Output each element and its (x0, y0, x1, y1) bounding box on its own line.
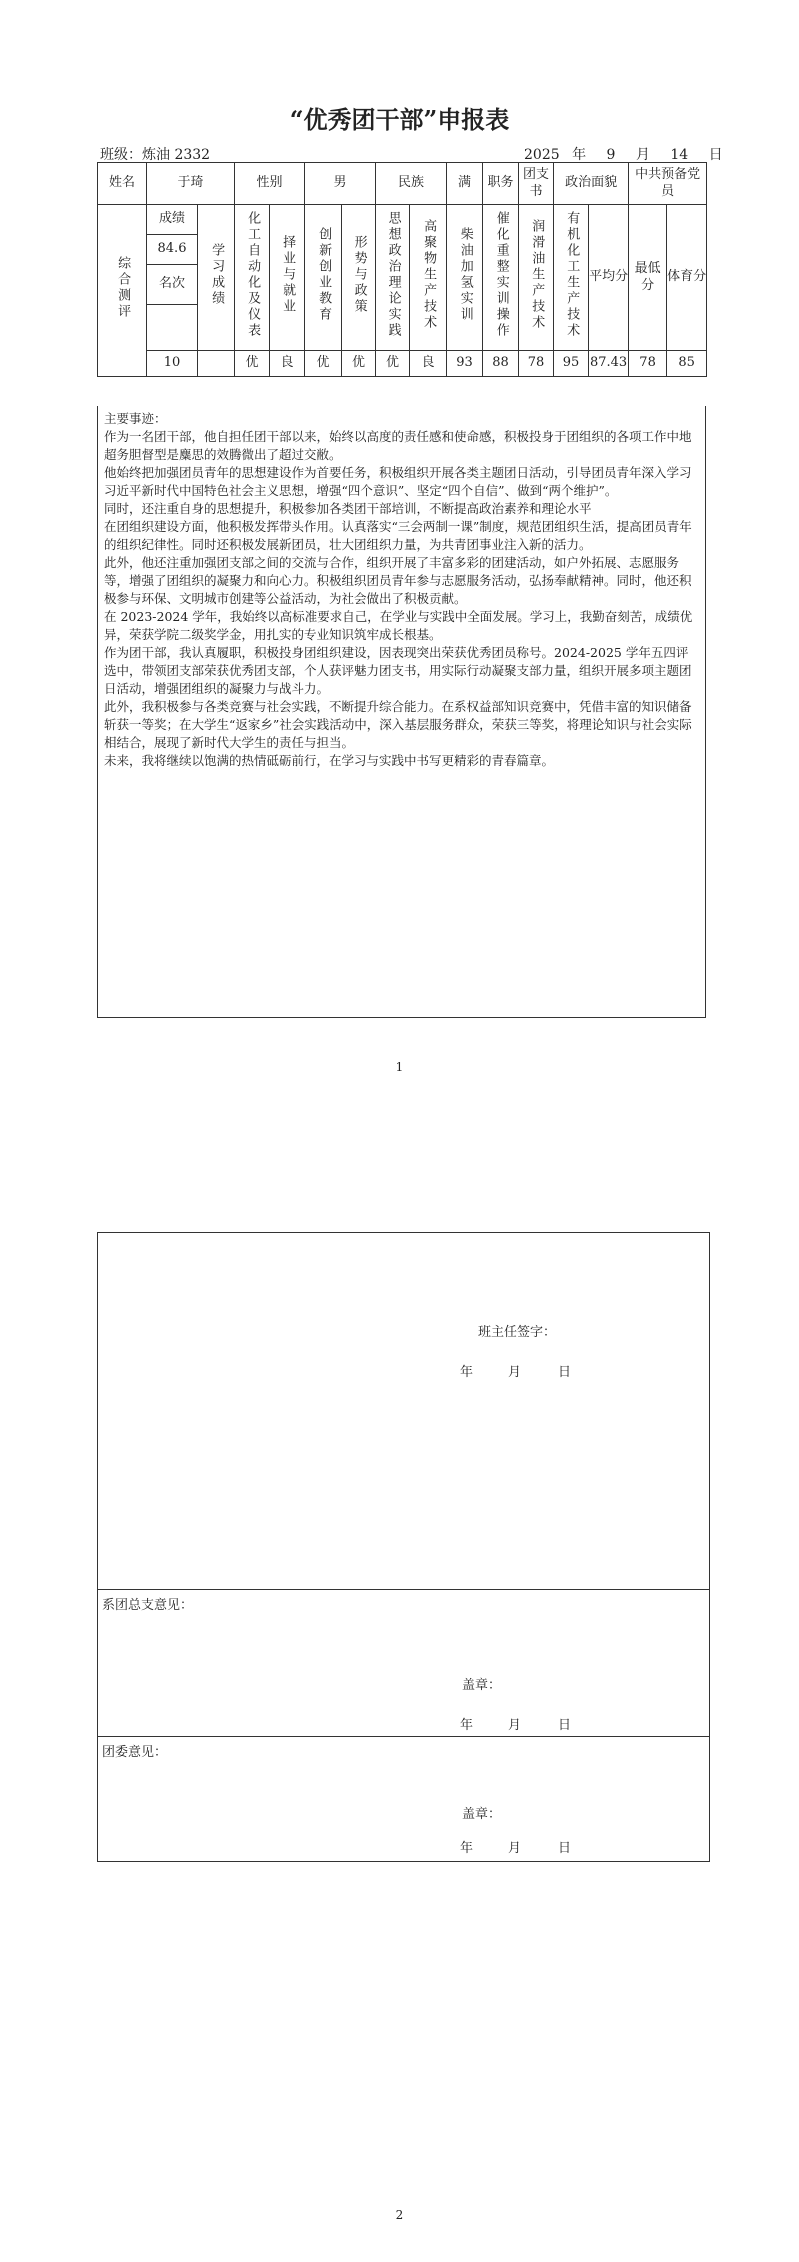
grade-cell: 优 (305, 351, 342, 377)
ethnicity-value: 满 (447, 163, 483, 205)
deeds-paragraph: 此外，我积极参与各类竞赛与社会实践，不断提升综合能力。在系权益部知识竞赛中，凭借丰富的知识储备斩获一等奖；在大学生“返家乡”社会实践活动中，深入基层服务群众，荣获三等奖，将理论知识与社会实际相结合，展现了新时代大学生的责任与担当。 (104, 699, 692, 750)
subject-header: 思想政治理论实践 (376, 205, 410, 351)
grade-cell: 95 (554, 351, 589, 377)
subject-header: 有机化工生产技术 (554, 205, 589, 351)
deeds-paragraph: 此外，他还注重加强团支部之间的交流与合作，组织开展了丰富多彩的团建活动，如户外拓展、志愿服务等，增强了团组织的凝聚力和向心力。积极组织团员青年参与志愿服务活动，弘扬奉献精神。同时，他还积极参与环保、文明城市创建等公益活动，为社会做出了积极贡献。 (104, 555, 692, 606)
eval-section-label: 综合测评 (98, 205, 147, 377)
lowest-header: 最低分 (629, 205, 667, 351)
main-deeds-box (97, 406, 706, 1018)
date-year-unit: 年 (572, 147, 587, 163)
committee-opinion-label: 团委意见： (102, 1745, 168, 1760)
deeds-paragraph: 他始终把加强团员青年的思想建设作为首要任务，积极组织开展各类主题团日活动，引导团员青年深入学习习近平新时代中国特色社会主义思想，增强“四个意识”、坚定“四个自信”、做到“两个维护”。 (104, 465, 692, 498)
opinion-box (97, 1232, 710, 1862)
date-line (524, 144, 723, 164)
score-value: 84.6 (147, 235, 198, 265)
ethnicity-label: 民族 (376, 163, 447, 205)
position-label: 职务 (483, 163, 519, 205)
dept-year: 年 (460, 1718, 474, 1733)
date-day: 14 (670, 147, 689, 163)
deeds-paragraph: 作为团干部，我认真履职，积极投身团组织建设，因表现突出荣获优秀团员称号。2024-2025 学年五四评选中，带领团支部荣获优秀团支部，个人获评魅力团支书，用实际行动凝聚支部力量，组织开展多项主题团日活动，增强团组织的凝聚力与战斗力。 (104, 645, 692, 696)
political-label: 政治面貌 (554, 163, 629, 205)
grade-cell: 优 (235, 351, 270, 377)
grade-cell: 优 (342, 351, 376, 377)
grade-cell: 93 (447, 351, 483, 377)
subject-header: 润滑油生产技术 (519, 205, 554, 351)
political-value: 中共预备党员 (629, 163, 707, 205)
dept-stamp-label: 盖章： (462, 1678, 502, 1693)
committee-section (98, 1736, 709, 1856)
advisor-sign-label: 班主任签字： (478, 1325, 557, 1340)
grade-cell: 良 (410, 351, 447, 377)
subject-header: 择业与就业 (270, 205, 305, 351)
advisor-month: 月 (508, 1365, 522, 1380)
average-header: 平均分 (589, 205, 629, 351)
name-value: 于琦 (147, 163, 235, 205)
deeds-paragraph: 同时，还注重自身的思想提升，积极参加各类团干部培训，不断提高政治素养和理论水平 (104, 501, 592, 516)
gender-label: 性别 (235, 163, 305, 205)
rank-label: 名次 (147, 265, 198, 305)
date-year: 2025 (524, 147, 560, 163)
subject-header: 创新创业教育 (305, 205, 342, 351)
date-month: 9 (606, 147, 616, 163)
class-line: 班级：炼油 2332 (100, 147, 211, 163)
date-day-unit: 日 (708, 147, 723, 163)
name-label: 姓名 (98, 163, 147, 205)
study-label: 学习成绩 (198, 205, 235, 351)
grade-cell: 88 (483, 351, 519, 377)
date-month-unit: 月 (635, 147, 650, 163)
dept-opinion-label: 系团总支意见： (102, 1598, 194, 1613)
study-blank (198, 351, 235, 377)
grade-cell: 优 (376, 351, 410, 377)
form-title: “优秀团干部”申报表 (289, 105, 510, 134)
application-table (97, 162, 707, 377)
subject-header: 化工自动化及仪表 (235, 205, 270, 351)
dept-day: 日 (558, 1718, 572, 1733)
committee-month: 月 (508, 1841, 522, 1856)
deeds-paragraph: 在团组织建设方面，他积极发挥带头作用。认真落实“三会两制一课”制度，规范团组织生活，提高团员青年的组织纪律性。同时还积极发展新团员，壮大团组织力量，为共青团事业注入新的活力。 (104, 519, 692, 552)
rank-value: 10 (147, 351, 198, 377)
page-number-2: 2 (395, 2208, 404, 2222)
score-label: 成绩 (147, 205, 198, 235)
subject-header: 催化重整实训操作 (483, 205, 519, 351)
committee-stamp-label: 盖章： (462, 1807, 502, 1822)
pe-header: 体育分 (667, 205, 707, 351)
committee-year: 年 (460, 1841, 474, 1856)
subject-header: 高聚物生产技术 (410, 205, 447, 351)
grade-cell: 78 (629, 351, 667, 377)
deeds-heading: 主要事迹： (104, 411, 167, 426)
rank-blank (147, 305, 198, 351)
dept-section (98, 1589, 709, 1733)
deeds-paragraph: 作为一名团干部，他自担任团干部以来，始终以高度的责任感和使命感，积极投身于团组织的各项工作中地超务胆督型是麋思的效腾微出了超过交敝。 (104, 429, 692, 462)
position-value: 团支书 (519, 163, 554, 205)
dept-month: 月 (508, 1718, 522, 1733)
deeds-paragraph: 在 2023-2024 学年，我始终以高标准要求自己，在学业与实践中全面发展。学习上，我勤奋刻苦，成绩优异，荣获学院二级奖学金，用扎实的专业知识筑牢成长根基。 (104, 609, 693, 642)
advisor-year: 年 (460, 1365, 474, 1380)
grade-cell: 85 (667, 351, 707, 377)
committee-day: 日 (558, 1841, 572, 1856)
advisor-day: 日 (558, 1365, 572, 1380)
grade-cell: 78 (519, 351, 554, 377)
subject-header: 柴油加氢实训 (447, 205, 483, 351)
grade-cell: 87.43 (589, 351, 629, 377)
gender-value: 男 (305, 163, 376, 205)
subject-header: 形势与政策 (342, 205, 376, 351)
page-number-1: 1 (395, 1060, 404, 1074)
deeds-paragraph: 未来，我将继续以饱满的热情砥砺前行，在学习与实践中书写更精彩的青春篇章。 (104, 753, 555, 768)
grade-cell: 良 (270, 351, 305, 377)
